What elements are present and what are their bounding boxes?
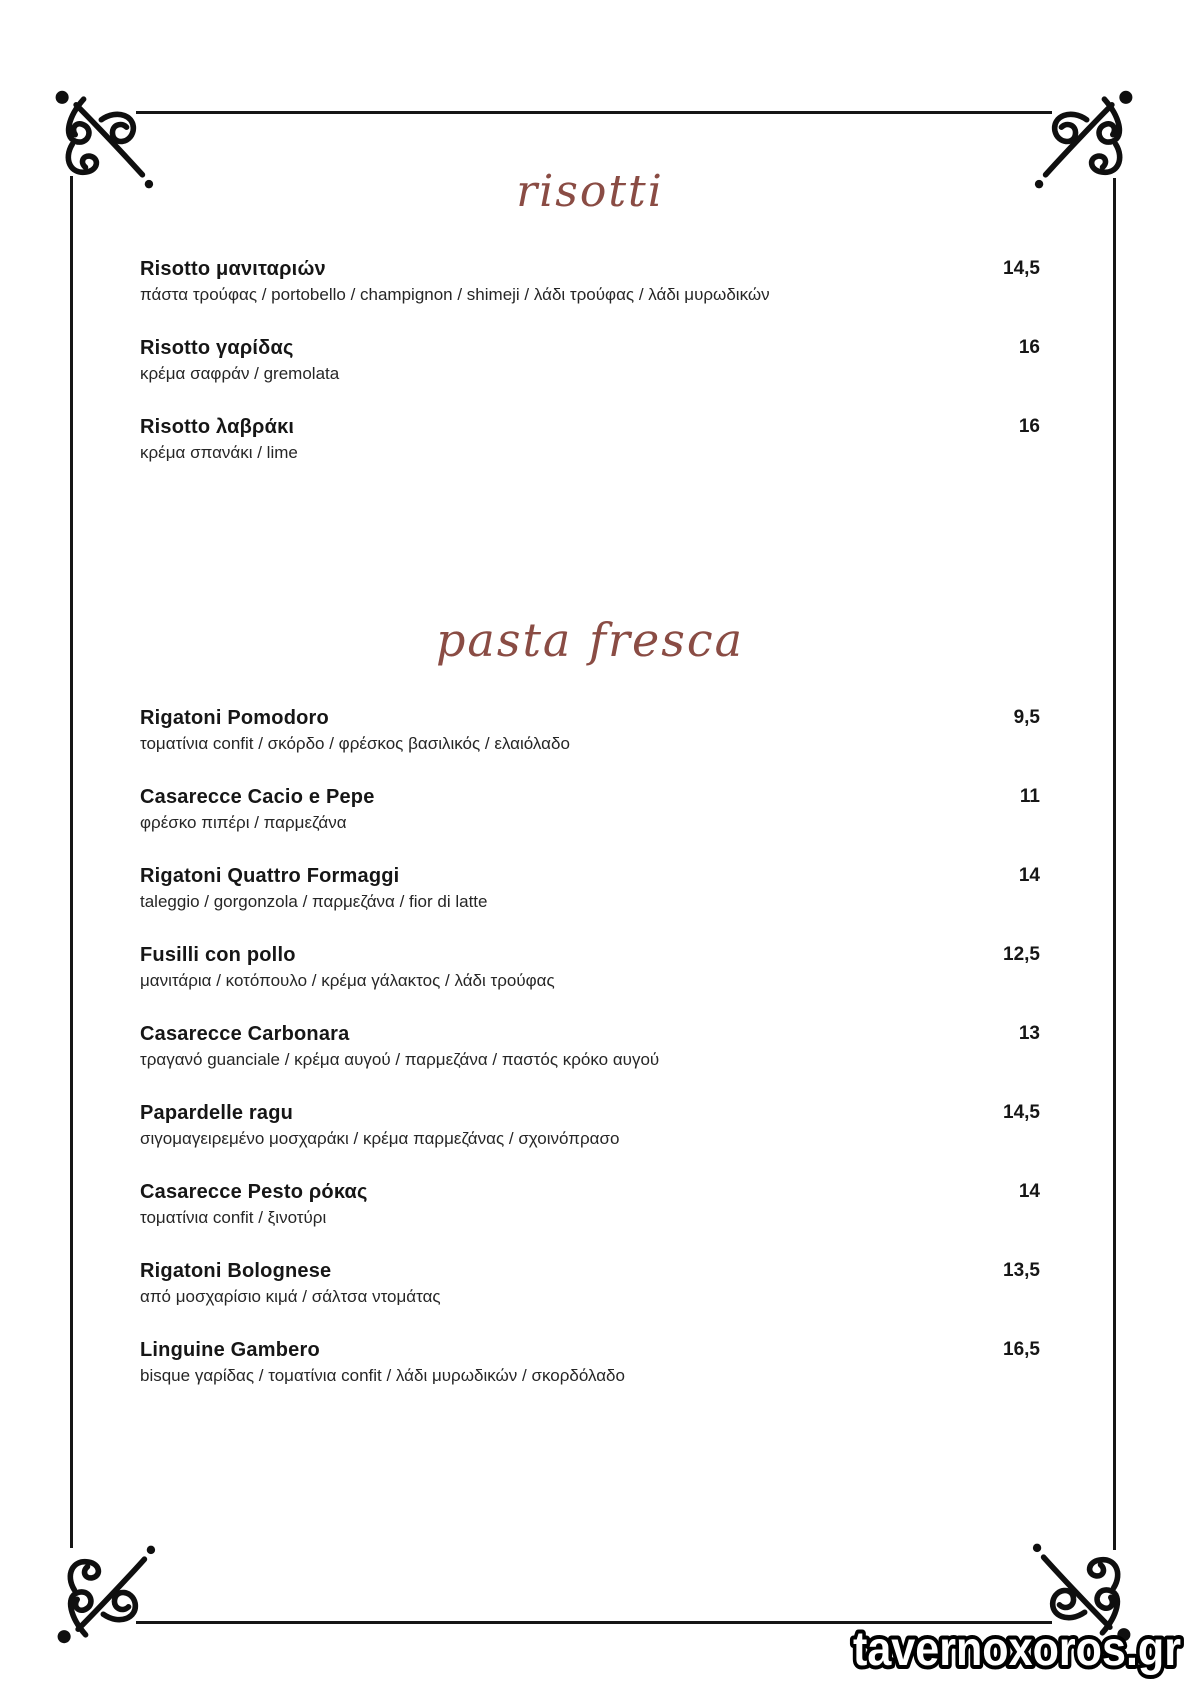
item-price: 16	[1018, 337, 1040, 358]
section-pasta-fresca	[140, 600, 1040, 1416]
item-price: 9,5	[1013, 707, 1040, 728]
item-price: 14	[1018, 1181, 1040, 1202]
item-price: 16,5	[1003, 1339, 1040, 1360]
item-name: Linguine Gambero	[140, 1339, 320, 1361]
item-description: τοματίνια confit / σκόρδο / φρέσκος βασιλικός / ελαιόλαδο	[140, 734, 570, 753]
item-price: 13,5	[1003, 1260, 1040, 1281]
item-description: μανιτάρια / κοτόπουλο / κρέμα γάλακτος / λάδι τρούφας	[140, 971, 555, 990]
item-name: Risotto μανιταριών	[140, 258, 326, 280]
menu-item	[140, 863, 1040, 914]
menu-item	[140, 335, 1040, 386]
item-price: 11	[1019, 786, 1040, 807]
item-name: Casarecce Carbonara	[140, 1023, 350, 1045]
menu-item	[140, 1337, 1040, 1388]
item-description: από μοσχαρίσιο κιμά / σάλτσα ντομάτας	[140, 1287, 441, 1306]
item-name: Risotto γαρίδας	[140, 337, 294, 359]
menu-item	[140, 705, 1040, 756]
item-description: κρέμα σπανάκι / lime	[140, 443, 298, 462]
item-name: Papardelle ragu	[140, 1102, 294, 1124]
item-name: Fusilli con pollo	[140, 944, 296, 966]
section-heading-risotti: risotti	[516, 166, 664, 217]
item-description: bisque γαρίδας / τοματίνια confit / λάδι μυρωδικών / σκορδόλαδο	[140, 1366, 625, 1385]
item-price: 12,5	[1003, 944, 1040, 965]
item-description: κρέμα σαφράν / gremolata	[140, 364, 340, 383]
menu-item	[140, 1100, 1040, 1151]
item-price: 14,5	[1003, 1102, 1040, 1123]
item-price: 13	[1018, 1023, 1040, 1044]
item-description: τραγανό guanciale / κρέμα αυγού / παρμεζάνα / παστός κρόκο αυγού	[140, 1050, 660, 1069]
menu-item	[140, 1258, 1040, 1309]
item-description: taleggio / gorgonzola / παρμεζάνα / fior di latte	[140, 892, 488, 911]
item-price: 14,5	[1003, 258, 1040, 279]
item-name: Rigatoni Bolognese	[140, 1260, 332, 1282]
section-risotti	[140, 160, 1040, 493]
item-price: 14	[1018, 865, 1040, 886]
item-description: σιγομαγειρεμένο μοσχαράκι / κρέμα παρμεζάνας / σχοινόπρασο	[140, 1129, 620, 1148]
item-name: Casarecce Cacio e Pepe	[140, 786, 375, 808]
corner-flourish-icon	[52, 1534, 164, 1646]
menu-item	[140, 1179, 1040, 1230]
item-description: τοματίνια confit / ξινοτύρι	[140, 1208, 327, 1227]
item-name: Casarecce Pesto ρόκας	[140, 1181, 368, 1203]
item-description: φρέσκο πιπέρι / παρμεζάνα	[140, 813, 347, 832]
menu-item	[140, 784, 1040, 835]
watermark	[844, 1616, 1189, 1681]
menu-item	[140, 1021, 1040, 1072]
corner-flourish-icon	[1026, 88, 1138, 200]
item-price: 16	[1018, 416, 1040, 437]
item-name: Rigatoni Pomodoro	[140, 707, 329, 729]
menu-item	[140, 256, 1040, 307]
item-description: πάστα τρούφας / portobello / champignon / shimeji / λάδι τρούφας / λάδι μυρωδικών	[140, 285, 770, 304]
item-name: Rigatoni Quattro Formaggi	[140, 865, 400, 887]
border-left-line	[70, 176, 73, 1548]
section-heading-pasta-fresca: pasta fresca	[435, 613, 745, 667]
menu-item	[140, 942, 1040, 993]
watermark-text: tavernoxoros.gr	[853, 1623, 1181, 1676]
border-top-line	[136, 111, 1052, 114]
menu-item	[140, 414, 1040, 465]
item-name: Risotto λαβράκι	[140, 416, 295, 438]
border-right-line	[1113, 178, 1116, 1550]
